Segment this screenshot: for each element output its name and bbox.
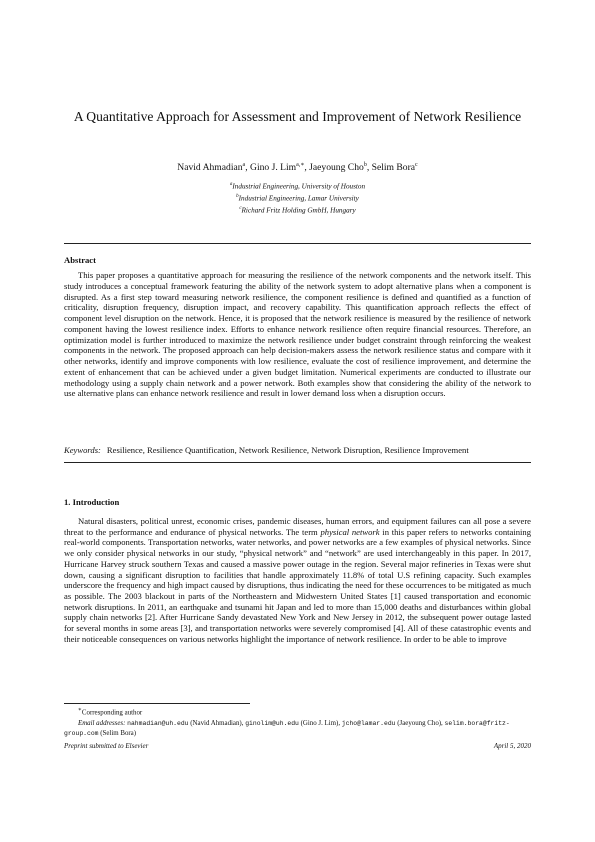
footnote-marker: ∗ [78, 707, 82, 713]
footnote-rule [64, 703, 250, 704]
intro-text: Natural disasters, political unrest, economic crises, pandemic diseases, human errors, and equipment failures can all pose a severe threat to the performance and endurance of physical networks. The term [64, 516, 531, 537]
affiliation [64, 204, 531, 216]
intro-emphasis: physical network [320, 526, 380, 537]
paper-title: A Quantitative Approach for Assessment and Improvement of Network Resilience [73, 109, 522, 124]
author-sup: c [415, 162, 418, 168]
footer-date: April 5, 2020 [493, 742, 531, 750]
affiliation [64, 180, 531, 192]
abstract-text: This paper proposes a quantitative approach for measuring the resilience of the network components and the network itself. This study introduces a conceptual framework featuring the ability of the network system to adopt alternative plans when a component is disrupted. As a first step toward measuring network resilience, the component resilience is defined and quantified as a function of criticality, disruption frequency, disruption impact, and recovery capability. This quantification approach reflects the effect of component level disruption on the network. Hence, it is proposed that the network resilience is measured by the resilience of network component having the lowest resilience index. Efforts to enhance network resilience often require financial resources. Therefore, an optimization model is further introduced to maximize the network resilience under budget constraint through reinforcing the weakest components in the network. The proposed approach can help decision-makers assess the network resilience status and compare with it other networks, identify and improve components with low resilience, evaluate the cost of resilience improvement, and determine the extent of enhancement that can be achieved under a given budget limitation. Numerical experiments are conducted to illustrate our methodology using a supply chain network and a power network. Both examples show that considering the ability of the network to use alternative plans can enhance network resilience and result in lower demand loss when a disruption occurs. [64, 270, 531, 399]
author-sup: a [242, 162, 246, 168]
email-link[interactable]: ginolim@uh.edu [245, 719, 299, 727]
introduction-paragraph [64, 516, 531, 644]
footer-preprint-note: Preprint submitted to Elsevier [64, 742, 149, 750]
email-owner: (Gino J. Lim), [300, 719, 341, 727]
affiliation-sup: b [236, 193, 239, 199]
author-name: Selim Bora [371, 162, 416, 174]
email-label: Email addresses: [78, 719, 126, 727]
abstract-top-rule [64, 243, 531, 244]
author-name: Gino J. Lim [250, 162, 297, 174]
affiliation-text: Industrial Engineering, Lamar University [238, 194, 359, 203]
affiliation-sup: c [239, 205, 242, 211]
keywords-label: Keywords: [64, 445, 101, 455]
footnote-corresponding-text: Corresponding author [81, 709, 143, 717]
affiliation-text: Richard Fritz Holding GmbH, Hungary [241, 206, 356, 215]
email-link[interactable]: nahmadian@uh.edu [127, 719, 189, 727]
email-link[interactable]: jcho@lamar.edu [341, 719, 396, 727]
author-sup: b [363, 162, 367, 168]
intro-text: in this paper refers to networks containing real-world components. Transportation networks, water networks, and power networks are a few examples of physical networks. Since we only consider physical networks in our study, “physical network” and “network” are used interchangeably in this paper. In 2017, Hurricane Harvey struck southern Texas and caused a massive power outage in the region. Several major refineries in Texas were shut down, causing a significant disruption to facilities that handle approximately 11.8% of total U.S refining capacity. Such examples underscore the frequency and high impact caused by disruptions, thus indicating the need for these occurrences to be mitigated as much as possible. The 2003 blackout in parts of the Northeastern and Midwestern United States [1] caused transportation and economic network disruptions. In 2011, an earthquake and tsunami hit Japan and led to more than 15,000 deaths and disturbances within global supply chain networks [2]. After Hurricane Sandy devastated New York and New Jersey in 2012, the subsequent power outage lasted for several months in some areas [3], and transportation networks were severely compromised [4]. All of these catastrophic events and their noticeable consequences on various networks highlight the importance of network resilience. In order to be able to improve [64, 526, 531, 644]
footnote-emails [64, 719, 531, 740]
email-owner: (Navid Ahmadian), [190, 719, 244, 727]
footnote [64, 705, 531, 739]
author-sup: a,∗ [296, 162, 305, 168]
author-list: Navid Ahmadian$^a$, Gino J. Lim$^{a,∗}$, Jaeyoung Cho$^b$, Selim Bora$^c$ [177, 162, 418, 174]
abstract-heading: Abstract [64, 255, 96, 265]
email-link[interactable]: selim.bora@fritz-group.com [64, 719, 510, 737]
affiliation-sup: a [229, 182, 233, 187]
keywords-text: Resilience, Resilience Quantification, Network Resilience, Network Disruption, Resilience Improvement [106, 445, 469, 455]
abstract-bottom-rule [64, 462, 531, 463]
affiliation-text: Industrial Engineering, University of Houston [232, 182, 366, 191]
affiliation-list [64, 180, 531, 216]
email-owner: (Selim Bora) [100, 729, 137, 737]
footnote-corresponding [64, 705, 531, 719]
email-owner: (Jaeyoung Cho), [397, 719, 443, 727]
author-name: Jaeyoung Cho [309, 162, 364, 174]
section-heading-introduction: 1. Introduction [64, 497, 120, 507]
affiliation [64, 192, 531, 204]
author-name: Navid Ahmadian [177, 162, 243, 174]
keywords-line [64, 445, 531, 456]
